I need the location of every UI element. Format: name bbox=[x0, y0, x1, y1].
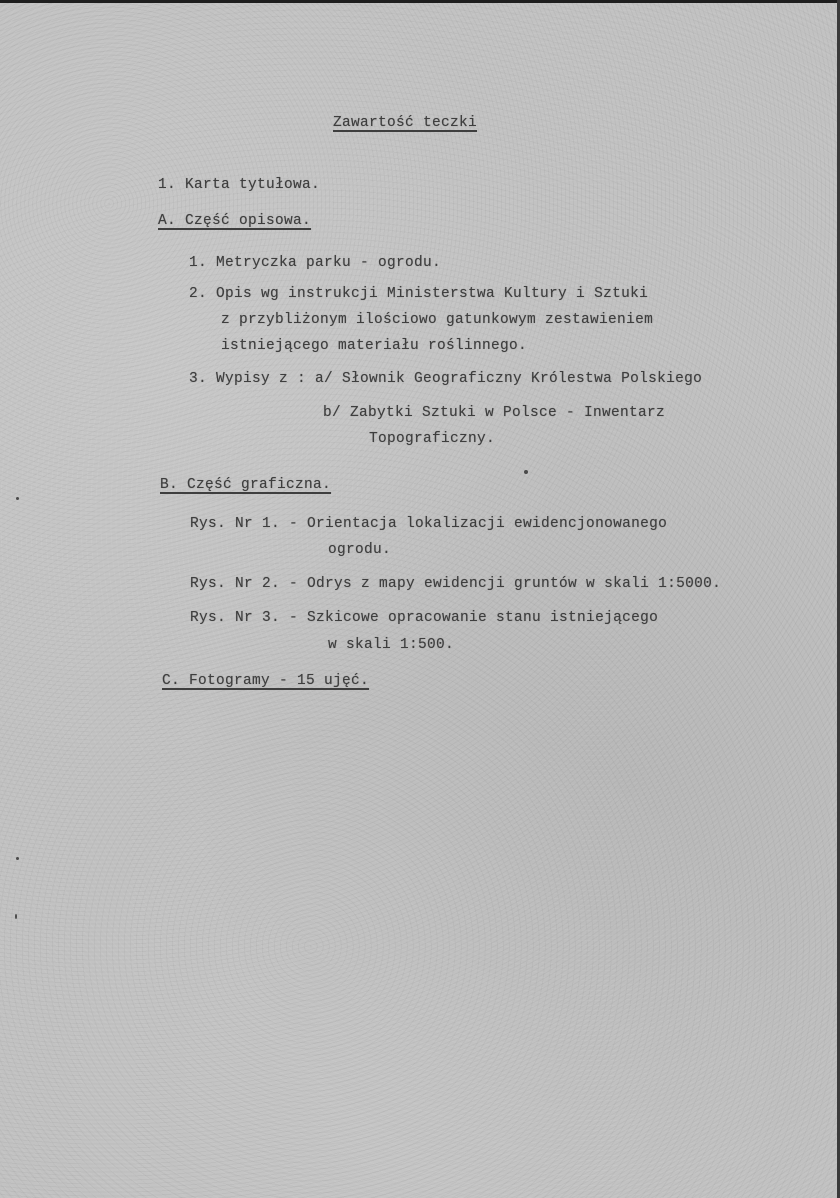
item-title-card: 1. Karta tytułowa. bbox=[158, 177, 321, 193]
punch-hole-mark bbox=[16, 857, 19, 860]
section-a-item-3-line-b: b/ Zabytki Sztuki w Polsce - Inwentarz bbox=[323, 405, 666, 421]
section-a-item-1: 1. Metryczka parku - ogrodu. bbox=[189, 255, 442, 271]
section-b-rys-3-line-2: w skali 1:500. bbox=[328, 637, 455, 653]
document-title: Zawartość teczki bbox=[333, 115, 478, 131]
section-a-item-2-line-3: istniejącego materiału roślinnego. bbox=[221, 338, 528, 354]
section-a-item-2-line-2: z przybliżonym ilościowo gatunkowym zestawieniem bbox=[221, 312, 654, 328]
scan-edge-top bbox=[0, 0, 840, 3]
section-b-rys-2: Rys. Nr 2. - Odrys z mapy ewidencji gruntów w skali 1:5000. bbox=[190, 576, 722, 592]
section-a-item-2-line-1: 2. Opis wg instrukcji Ministerstwa Kultury i Sztuki bbox=[189, 286, 649, 302]
section-a-item-3-line-b2: Topograficzny. bbox=[369, 431, 496, 447]
section-c-heading: C. Fotogramy - 15 ujęć. bbox=[162, 673, 370, 689]
ink-speck bbox=[524, 470, 528, 474]
section-b-rys-1-line-2: ogrodu. bbox=[328, 542, 392, 558]
section-a-heading: A. Część opisowa. bbox=[158, 213, 312, 229]
section-a-item-3-line-a: 3. Wypisy z : a/ Słownik Geograficzny Królestwa Polskiego bbox=[189, 371, 703, 387]
section-b-heading: B. Część graficzna. bbox=[160, 477, 332, 493]
punch-hole-mark bbox=[15, 914, 17, 919]
section-b-rys-3-line-1: Rys. Nr 3. - Szkicowe opracowanie stanu istniejącego bbox=[190, 610, 659, 626]
punch-hole-mark bbox=[16, 497, 19, 500]
section-b-rys-1-line-1: Rys. Nr 1. - Orientacja lokalizacji ewidencjonowanego bbox=[190, 516, 668, 532]
